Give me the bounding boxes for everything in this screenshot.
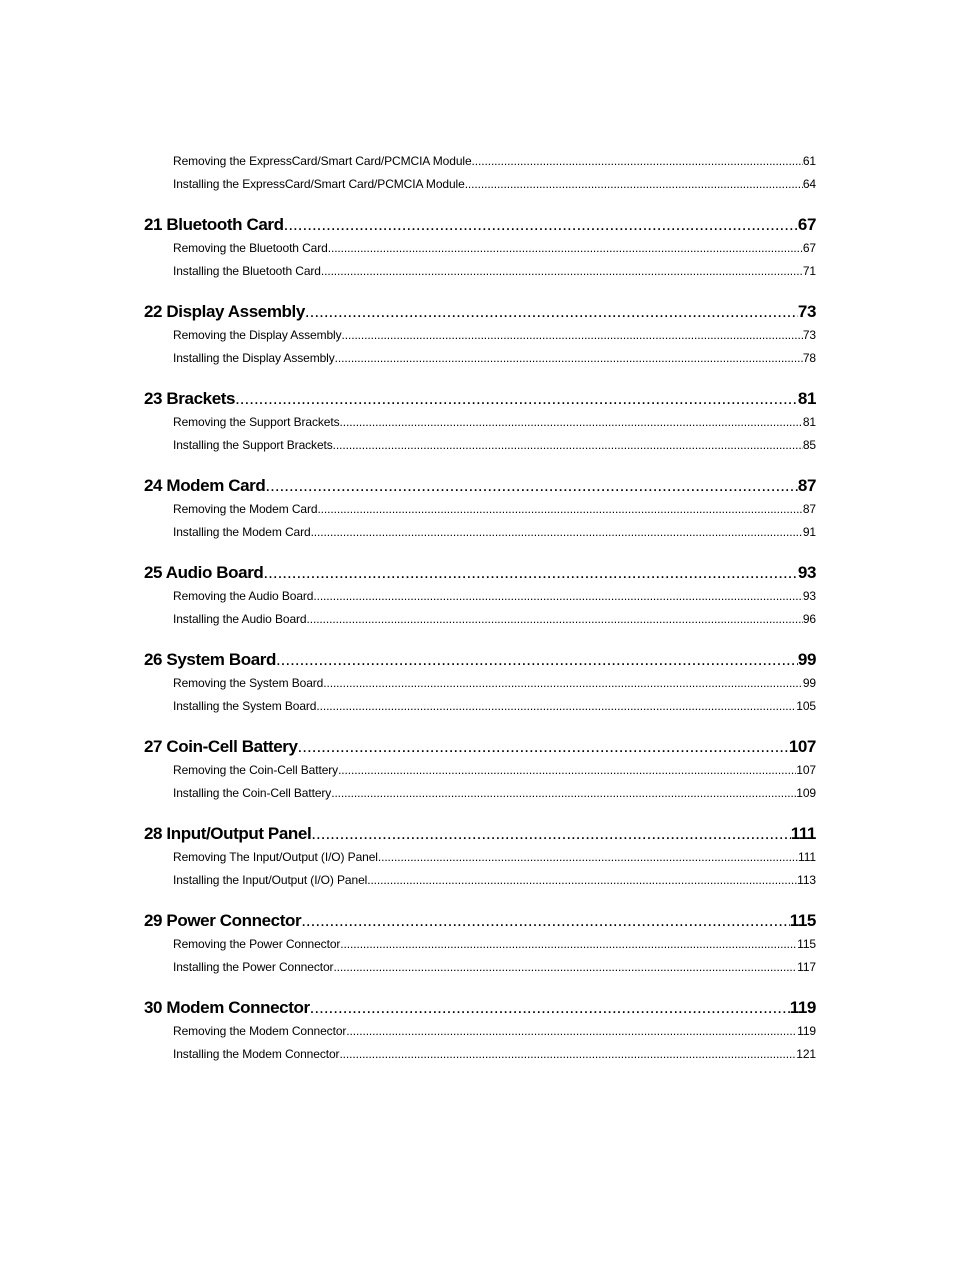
toc-subentry-page: 85 xyxy=(802,437,816,452)
toc-subentry[interactable] xyxy=(173,956,816,979)
dot-leader xyxy=(301,909,790,933)
toc-chapter-entry[interactable] xyxy=(144,822,816,846)
toc-subentry[interactable] xyxy=(173,150,816,173)
toc-chapter-title: 27 Coin-Cell Battery xyxy=(144,737,298,756)
toc-subentry-title: Installing the ExpressCard/Smart Card/PCMCIA Module xyxy=(173,176,465,191)
dot-leader xyxy=(307,608,803,630)
toc-subentry-title: Removing the Modem Card xyxy=(173,502,318,516)
dot-leader xyxy=(367,869,797,891)
toc-chapter-page: 107 xyxy=(788,737,816,756)
toc-subentry-title: Removing the Coin-Cell Battery xyxy=(173,763,339,777)
toc-chapter-entry[interactable] xyxy=(144,996,816,1020)
dot-leader xyxy=(313,585,802,607)
toc-subentry-title: Installing the Display Assembly xyxy=(173,350,335,365)
toc-chapter-entry[interactable] xyxy=(144,735,816,759)
toc-subentry-page: 78 xyxy=(802,350,816,365)
toc-subentry[interactable] xyxy=(173,324,816,347)
toc-subentry-title: Removing the Display Assembly xyxy=(173,328,342,342)
toc-chapter-page: 67 xyxy=(797,215,816,234)
toc-subentry-title: Installing the System Board xyxy=(173,698,317,713)
toc-subentry-page: 67 xyxy=(802,241,816,255)
toc-subentry[interactable] xyxy=(173,411,816,434)
toc-subentry-page: 61 xyxy=(802,154,816,168)
toc-subentry[interactable] xyxy=(173,695,816,718)
dot-leader xyxy=(333,434,803,456)
toc-chapter-title: 28 Input/Output Panel xyxy=(144,824,312,843)
dot-leader xyxy=(263,561,797,585)
toc-chapter-block xyxy=(144,387,816,456)
toc-chapter-title: 23 Brackets xyxy=(144,389,236,408)
toc-subentry-page: 91 xyxy=(802,524,816,539)
toc-subentry-title: Removing the Support Brackets xyxy=(173,415,340,429)
toc-subentry-title: Installing the Modem Card xyxy=(173,524,311,539)
toc-intro-block xyxy=(144,150,816,195)
toc-chapter-page: 93 xyxy=(797,563,816,582)
toc-subentry[interactable] xyxy=(173,782,816,805)
toc-chapter-entry[interactable] xyxy=(144,300,816,324)
toc-subentry[interactable] xyxy=(173,869,816,892)
toc-subentry[interactable] xyxy=(173,1020,816,1043)
toc-subentry-page: 71 xyxy=(802,263,816,278)
toc-subentry-page: 96 xyxy=(802,611,816,626)
toc-subentry-page: 119 xyxy=(797,1024,816,1038)
dot-leader xyxy=(340,411,803,433)
toc-chapter-block xyxy=(144,735,816,804)
toc-subentry-title: Removing the Bluetooth Card xyxy=(173,241,328,255)
dot-leader xyxy=(298,735,789,759)
toc-chapter-title: 26 System Board xyxy=(144,650,276,669)
toc-subentry-page: 111 xyxy=(798,850,816,864)
toc-chapter-page: 119 xyxy=(789,998,816,1017)
dot-leader xyxy=(331,782,796,804)
dot-leader xyxy=(276,648,798,672)
toc-subentry-page: 117 xyxy=(797,959,816,974)
toc-subentry-title: Installing the Modem Connector xyxy=(173,1046,340,1061)
dot-leader xyxy=(465,173,803,195)
toc-chapter-page: 81 xyxy=(797,389,816,408)
toc-subentry-title: Installing the Input/Output (I/O) Panel xyxy=(173,872,368,887)
toc-subentry[interactable] xyxy=(173,237,816,260)
dot-leader xyxy=(342,324,803,346)
toc-subentry-title: Removing the System Board xyxy=(173,676,324,690)
toc-subentry[interactable] xyxy=(173,846,816,869)
toc-subentry-title: Installing the Power Connector xyxy=(173,959,334,974)
toc-chapter-block xyxy=(144,561,816,630)
toc-chapter-title: 25 Audio Board xyxy=(144,563,264,582)
toc-chapter-title: 22 Display Assembly xyxy=(144,302,305,321)
toc-subentry-title: Installing the Audio Board xyxy=(173,611,307,626)
toc-subentry-page: 107 xyxy=(796,763,816,777)
toc-subentry[interactable] xyxy=(173,1043,816,1066)
dot-leader xyxy=(323,672,803,694)
dot-leader xyxy=(321,260,803,282)
toc-chapter-entry[interactable] xyxy=(144,387,816,411)
toc-subentry[interactable] xyxy=(173,608,816,631)
toc-chapter-title: 29 Power Connector xyxy=(144,911,302,930)
toc-chapter-block xyxy=(144,996,816,1065)
dot-leader xyxy=(311,822,790,846)
toc-chapter-block xyxy=(144,213,816,282)
dot-leader xyxy=(333,956,797,978)
toc-subentry-title: Removing the Modem Connector xyxy=(173,1024,347,1038)
toc-subentry-page: 121 xyxy=(796,1046,816,1061)
dot-leader xyxy=(311,521,803,543)
toc-subentry[interactable] xyxy=(173,434,816,457)
toc-subentry-page: 81 xyxy=(802,415,816,429)
toc-subentry-page: 87 xyxy=(802,502,816,516)
dot-leader xyxy=(472,150,803,172)
dot-leader xyxy=(310,996,790,1020)
toc-chapter-page: 87 xyxy=(797,476,816,495)
toc-subentry-page: 64 xyxy=(802,176,816,191)
toc-subentry-page: 105 xyxy=(796,698,816,713)
toc-subentry[interactable] xyxy=(173,521,816,544)
toc-subentry[interactable] xyxy=(173,933,816,956)
toc-subentry-title: Removing the Audio Board xyxy=(173,589,314,603)
toc-subentry-page: 73 xyxy=(802,328,816,342)
dot-leader xyxy=(378,846,798,868)
dot-leader xyxy=(235,387,798,411)
toc-chapter-title: 21 Bluetooth Card xyxy=(144,215,284,234)
toc-subentry[interactable] xyxy=(173,498,816,521)
toc-subentry[interactable] xyxy=(173,585,816,608)
dot-leader xyxy=(338,759,796,781)
toc-chapter-entry[interactable] xyxy=(144,474,816,498)
dot-leader xyxy=(265,474,798,498)
table-of-contents xyxy=(144,150,816,1065)
toc-chapter-title: 30 Modem Connector xyxy=(144,998,310,1017)
toc-subentry-title: Installing the Bluetooth Card xyxy=(173,263,321,278)
dot-leader xyxy=(305,300,798,324)
dot-leader xyxy=(335,347,803,369)
toc-chapter-entry[interactable] xyxy=(144,213,816,237)
toc-subentry[interactable] xyxy=(173,759,816,782)
toc-chapter-block xyxy=(144,474,816,543)
toc-chapter-block xyxy=(144,648,816,717)
toc-subentry-title: Removing the ExpressCard/Smart Card/PCMCIA Module xyxy=(173,154,472,168)
dot-leader xyxy=(284,213,798,237)
toc-subentry-title: Installing the Support Brackets xyxy=(173,437,333,452)
toc-chapter-entry[interactable] xyxy=(144,561,816,585)
toc-chapter-block xyxy=(144,909,816,978)
toc-chapter-title: 24 Modem Card xyxy=(144,476,266,495)
toc-subentry[interactable] xyxy=(173,347,816,370)
toc-subentry-title: Removing the Power Connector xyxy=(173,937,341,951)
toc-subentry[interactable] xyxy=(173,173,816,196)
dot-leader xyxy=(346,1020,797,1042)
toc-chapter-block xyxy=(144,300,816,369)
toc-chapter-entry[interactable] xyxy=(144,648,816,672)
toc-subentry-page: 109 xyxy=(796,785,816,800)
dot-leader xyxy=(316,695,796,717)
dot-leader xyxy=(317,498,802,520)
toc-subentry-title: Removing The Input/Output (I/O) Panel xyxy=(173,850,378,864)
toc-chapter-block xyxy=(144,822,816,891)
toc-subentry[interactable] xyxy=(173,260,816,283)
toc-chapter-page: 73 xyxy=(797,302,816,321)
toc-subentry-page: 93 xyxy=(802,589,816,603)
toc-chapter-page: 115 xyxy=(789,911,816,930)
toc-subentry-page: 115 xyxy=(797,937,816,951)
dot-leader xyxy=(328,237,803,259)
toc-subentry[interactable] xyxy=(173,672,816,695)
toc-subentry-title: Installing the Coin-Cell Battery xyxy=(173,785,332,800)
dot-leader xyxy=(340,933,797,955)
toc-chapter-page: 99 xyxy=(797,650,816,669)
toc-subentry-page: 99 xyxy=(802,676,816,690)
toc-chapter-page: 111 xyxy=(790,824,816,843)
toc-subentry-page: 113 xyxy=(797,872,816,887)
dot-leader xyxy=(339,1043,796,1065)
toc-chapter-entry[interactable] xyxy=(144,909,816,933)
